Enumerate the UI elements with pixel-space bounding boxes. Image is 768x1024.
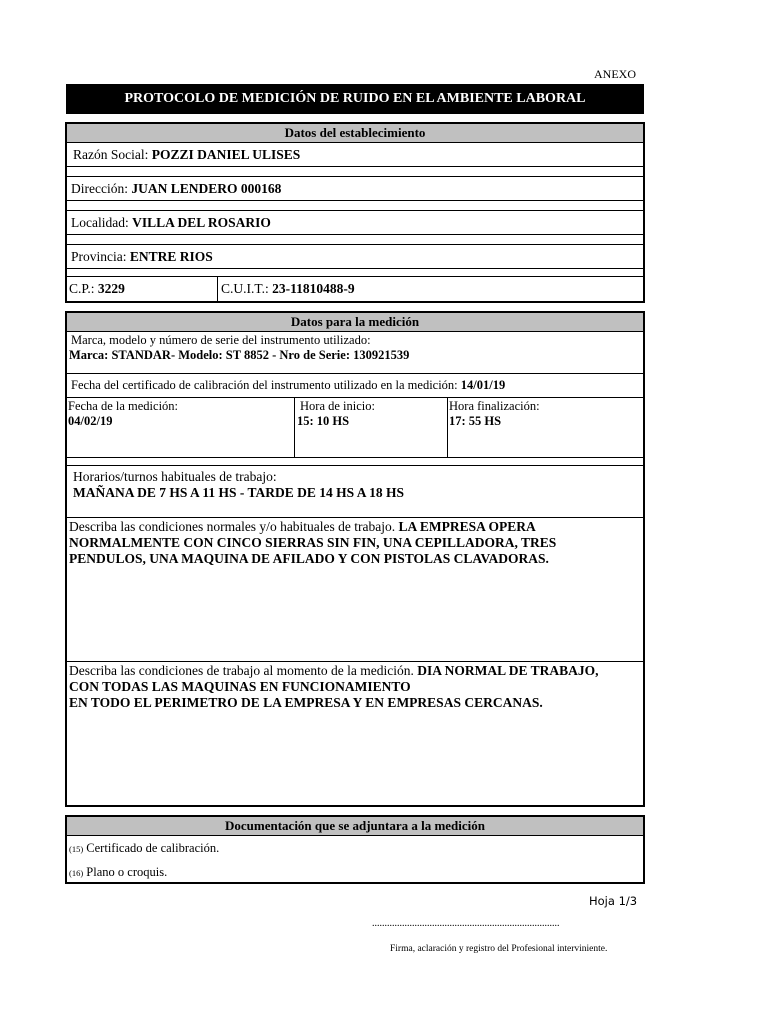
annex-label: ANEXO: [594, 67, 636, 81]
provincia-label: Provincia:: [71, 249, 127, 264]
time-divider-2: [447, 398, 448, 457]
measurement-times-row: [67, 398, 643, 458]
instrument-row: [67, 332, 643, 374]
direccion-value: JUAN LENDERO 000168: [131, 181, 282, 196]
instrument-label: Marca, modelo y número de serie del instrumento utilizado:: [71, 333, 371, 347]
calibration-value: 14/01/19: [460, 378, 506, 392]
direccion-row: [67, 177, 643, 201]
time-divider-1: [294, 398, 295, 457]
razon-social-label: Razón Social:: [73, 147, 149, 162]
start-cell: [297, 399, 375, 429]
direccion-label: Dirección:: [71, 181, 128, 196]
end-label: Hora finalización:: [449, 399, 540, 413]
instrument-value: Marca: STANDAR- Modelo: ST 8852 - Nro de Serie: 130921539: [69, 348, 410, 362]
shifts-label: Horarios/turnos habituales de trabajo:: [73, 469, 277, 484]
current-conditions-value-2: EN TODO EL PERIMETRO DE LA EMPRESA Y EN EMPRESAS CERCANAS.: [69, 695, 543, 710]
provincia-row: [67, 245, 643, 269]
cp-cuit-row: [67, 277, 643, 301]
normal-conditions-label: Describa las condiciones normales y/o habituales de trabajo.: [69, 519, 396, 534]
localidad-label: Localidad:: [71, 215, 129, 230]
signature-caption: Firma, aclaración y registro del Profesional interviniente.: [390, 944, 608, 954]
provincia-value: ENTRE RIOS: [129, 249, 213, 264]
current-conditions-row: [67, 662, 643, 805]
calibration-row: [67, 374, 643, 398]
doc-item-1-number: (15): [69, 844, 84, 854]
start-value: 15: 10 HS: [297, 414, 350, 428]
doc-item-plano: [69, 865, 167, 881]
localidad-row: [67, 211, 643, 235]
calibration-label: Fecha del certificado de calibración del instrumento utilizado en la medición:: [71, 378, 458, 392]
doc-item-calibration: [69, 841, 219, 857]
row-spacer: [67, 458, 643, 466]
documentation-header: Documentación que se adjuntara a la medición: [67, 817, 643, 836]
shifts-row: [67, 466, 643, 518]
shifts-value: MAÑANA DE 7 HS A 11 HS - TARDE DE 14 HS A 18 HS: [73, 485, 405, 500]
current-conditions-value-1: DIA NORMAL DE TRABAJO, CON TODAS LAS MAQUINAS EN FUNCIONAMIENTO: [69, 663, 599, 694]
cuit-cell: [221, 281, 355, 297]
end-value: 17: 55 HS: [449, 414, 502, 428]
date-cell: [68, 399, 178, 429]
measurement-section: [65, 311, 645, 807]
cp-label: C.P.:: [69, 281, 95, 296]
cp-cuit-divider: [217, 277, 218, 301]
razon-social-value: POZZI DANIEL ULISES: [151, 147, 301, 162]
document-title: PROTOCOLO DE MEDICIÓN DE RUIDO EN EL AMBIENTE LABORAL: [66, 84, 644, 114]
current-conditions-label: Describa las condiciones de trabajo al momento de la medición.: [69, 663, 414, 678]
row-spacer: [67, 201, 643, 211]
cuit-label: C.U.I.T.:: [221, 281, 269, 296]
doc-item-2-text: Plano o croquis.: [86, 865, 168, 879]
razon-social-row: [67, 143, 643, 167]
row-spacer: [67, 269, 643, 277]
signature-line: ...........................................................................: [372, 918, 560, 929]
normal-conditions-row: [67, 518, 643, 662]
cp-cell: [69, 281, 125, 297]
doc-item-1-text: Certificado de calibración.: [86, 841, 220, 855]
start-label: Hora de inicio:: [300, 399, 375, 413]
page-number: Hoja 1/3: [589, 894, 638, 908]
measurement-header: Datos para la medición: [67, 313, 643, 332]
establishment-header: Datos del establecimiento: [67, 124, 643, 143]
establishment-section: [65, 122, 645, 303]
localidad-value: VILLA DEL ROSARIO: [132, 215, 271, 230]
doc-item-2-number: (16): [69, 868, 84, 878]
cuit-value: 23-11810488-9: [272, 281, 355, 296]
date-value: 04/02/19: [68, 414, 113, 428]
normal-conditions-value: LA EMPRESA OPERA NORMALMENTE CON CINCO SIERRAS SIN FIN, UNA CEPILLADORA, TRES PENDULOS, UNA MAQUINA DE AFILADO Y CON PISTOLAS CLAVADORAS.: [69, 519, 557, 566]
date-label: Fecha de la medición:: [68, 399, 179, 413]
row-spacer: [67, 167, 643, 177]
row-spacer: [67, 235, 643, 245]
documentation-section: [65, 815, 645, 884]
cp-value: 3229: [97, 281, 125, 296]
end-cell: [449, 399, 540, 429]
